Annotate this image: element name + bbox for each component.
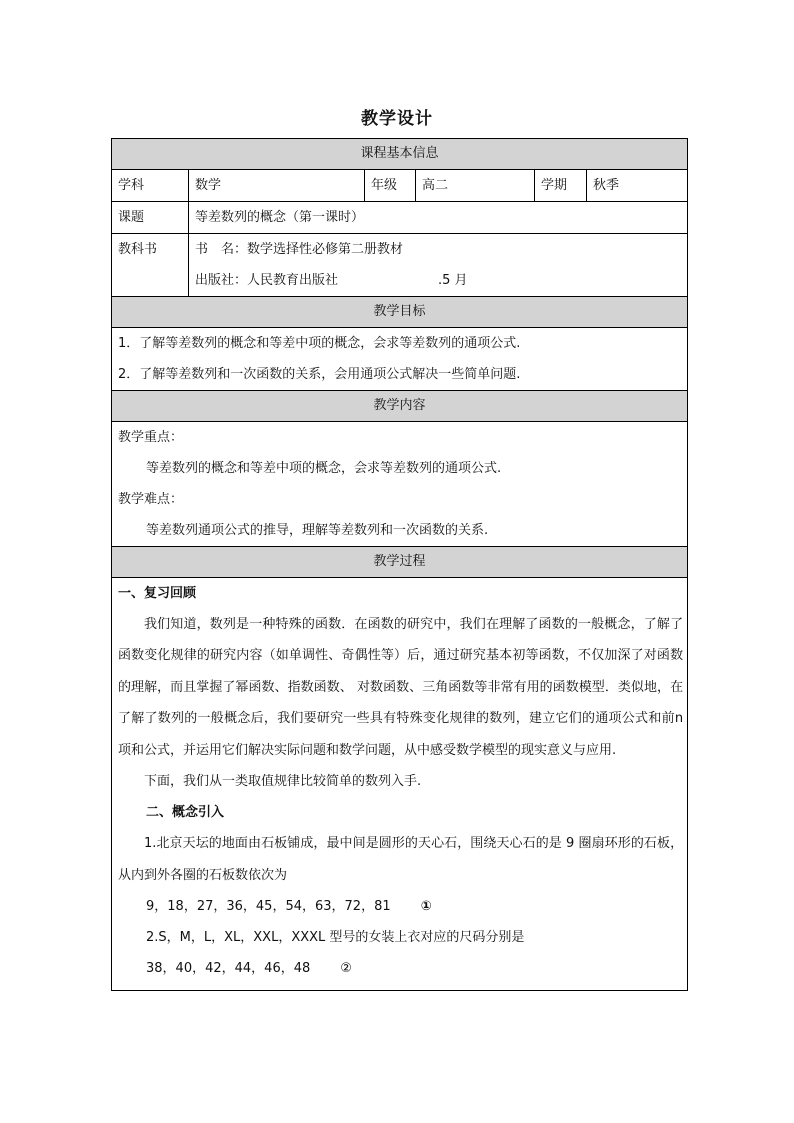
topic-value: 等差数列的概念（第一课时） bbox=[189, 202, 688, 234]
sequence-1-marker: ① bbox=[420, 899, 432, 915]
textbook-label: 教科书 bbox=[118, 242, 158, 257]
section-header-goals bbox=[112, 297, 688, 328]
document-title: 教学设计 bbox=[361, 109, 433, 129]
example-2-text: 2.S，M，L，XL，XXL，XXXL 型号的女装上衣对应的尺码分别是 bbox=[146, 930, 525, 946]
goal-item: 2．了解等差数列和一次函数的关系，会用通项公式解决一些简单问题. bbox=[118, 367, 521, 382]
publish-date: .5 月 bbox=[438, 273, 468, 288]
book-name: 书 名：数学选择性必修第二册教材 bbox=[195, 242, 404, 257]
sequence-1-values: 9，18，27，36，45，54，63，72，81 bbox=[146, 899, 391, 915]
section-title-basic: 课程基本信息 bbox=[112, 139, 688, 170]
publisher-line bbox=[195, 265, 687, 296]
topic-label: 课题 bbox=[112, 202, 189, 234]
info-row-subject bbox=[112, 170, 688, 202]
subject-value: 数学 bbox=[189, 170, 365, 202]
info-row-textbook bbox=[112, 234, 688, 297]
publisher: 出版社：人民教育出版社 bbox=[195, 273, 339, 288]
goals-row bbox=[112, 328, 688, 391]
goal-item: 1．了解等差数列的概念和等差中项的概念，会求等差数列的通项公式. bbox=[118, 336, 521, 351]
difficulty-label: 教学难点： bbox=[118, 492, 184, 507]
content-row bbox=[112, 422, 688, 547]
sequence-2-values: 38，40，42，44，46，48 bbox=[146, 961, 311, 977]
grade-value: 高二 bbox=[416, 170, 535, 202]
section-title-content: 教学内容 bbox=[112, 391, 688, 422]
sequence-2-marker: ② bbox=[340, 961, 352, 977]
heading-concept: 二、概念引入 bbox=[146, 805, 225, 821]
lesson-plan-table bbox=[111, 138, 688, 991]
review-paragraph: 我们知道，数列是一种特殊的函数．在函数的研究中，我们在理解了函数的一般概念，了解了函数变化规律的研究内容（如单调性、奇偶性等）后，通过研究基本初等函数，不仅加深了对函数的理解，而且掌握了幂函数、指数函数、 对数函数、三角函数等非常有用的函数模型．类似地，在了解了数列的一般概念后，我们要研究一些具有特殊变化规律的数列，建立它们的通项公式和前n项和公式，并运用它们解决实际问题和数学问题，从中感受数学模型的现实意义与应用. bbox=[118, 617, 684, 758]
transition-paragraph: 下面，我们从一类取值规律比较简单的数列入手. bbox=[144, 774, 422, 790]
section-title-goals: 教学目标 bbox=[112, 297, 688, 328]
section-header-basic bbox=[112, 139, 688, 170]
process-row bbox=[112, 578, 688, 991]
key-point-text: 等差数列的概念和等差中项的概念，会求等差数列的通项公式. bbox=[146, 461, 502, 476]
term-value: 秋季 bbox=[587, 170, 688, 202]
grade-label: 年级 bbox=[365, 170, 416, 202]
section-header-content bbox=[112, 391, 688, 422]
heading-review: 一、复习回顾 bbox=[118, 586, 197, 601]
difficulty-text: 等差数列通项公式的推导，理解等差数列和一次函数的关系. bbox=[146, 523, 489, 538]
info-row-topic bbox=[112, 202, 688, 234]
section-title-process: 教学过程 bbox=[112, 547, 688, 578]
subject-label: 学科 bbox=[112, 170, 189, 202]
section-header-process bbox=[112, 547, 688, 578]
sequence-1 bbox=[118, 891, 687, 922]
key-point-label: 教学重点： bbox=[118, 430, 184, 445]
sequence-2 bbox=[118, 953, 687, 984]
term-label: 学期 bbox=[535, 170, 587, 202]
example-1-text: 1.北京天坛的地面由石板铺成，最中间是圆形的天心石，围绕天心石的是 9 圈扇环形的石板，从内到外各圈的石板数依次为 bbox=[118, 836, 684, 883]
